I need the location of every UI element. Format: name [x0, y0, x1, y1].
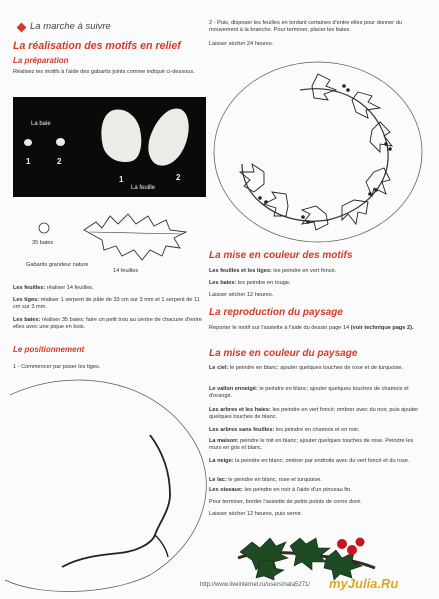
paysage-item-text: peindre le toit en blanc; ajouter quelques touches de rose. Peindre les murs en gris et blanc. — [209, 438, 414, 452]
para-feuilles — [13, 285, 203, 292]
paysage-item-5 — [209, 458, 423, 465]
holly-decoration-image — [230, 522, 380, 580]
para-baies — [13, 317, 203, 331]
motifs-baies — [209, 280, 419, 287]
para-tiges — [13, 297, 203, 311]
leaf-template-icon — [82, 210, 202, 262]
paysage-item-label: La neige: — [209, 458, 234, 464]
paysage-item-text: la peindre en blanc; ombrer par endroits avec du vert foncé et du rose. — [233, 458, 410, 464]
paysage-item-text: le peindre en blanc, rose et turquoise. — [226, 477, 322, 483]
section-bullet — [17, 23, 27, 33]
paysage-item-label: Les oiseaux: — [209, 487, 243, 493]
step2-text: 2 - Puis, disposer les feuilles en tordant certaines d'entre elles pour donner du mouvement à la branche. Pour terminer, placer les baies. — [209, 20, 402, 34]
para-baies-text: réaliser 35 baies; faire un petit trou au centre de chacune d'entre elles avec une pique en bois. — [13, 317, 202, 331]
heading-relief: La réalisation des motifs en relief — [13, 40, 181, 52]
paysage-item-3 — [209, 427, 423, 434]
paysage-item-4 — [209, 438, 423, 452]
motifs-feuilles — [209, 268, 419, 275]
finish-text-2: Laisser sécher 12 heures, puis vernir. — [209, 511, 302, 517]
paysage-item-0 — [209, 365, 423, 372]
paysage-item-label: La maison: — [209, 438, 239, 444]
heading-mise-motifs: La mise en couleur des motifs — [209, 250, 353, 261]
paysage-item-1 — [209, 386, 423, 400]
photo-label-feuille: La feuille — [131, 185, 156, 191]
heading-mise-paysage: La mise en couleur du paysage — [209, 348, 358, 359]
heading-preparation: La préparation — [13, 56, 69, 65]
repro-text-b: (voir technique page 2). — [350, 325, 414, 331]
berry-1 — [24, 139, 32, 146]
paysage-item-text: les peindre en vert foncé; ombrer avec du noir, puis ajouter quelques touches de blanc. — [209, 407, 419, 421]
photo-num-1: 1 — [26, 157, 31, 166]
motifs-baies-text: les peindre en rouge. — [236, 280, 291, 286]
paysage-item-label: Les arbres sans feuilles: — [209, 427, 275, 433]
paysage-item-label: Le ciel: — [209, 365, 229, 371]
paysage-item-label: Le lac: — [209, 477, 227, 483]
para-baies-label: Les baies: — [13, 317, 41, 323]
berry-template-icon — [38, 222, 50, 234]
motifs-baies-label: Les baies: — [209, 280, 237, 286]
paysage-item-text: les peindre en chamois et en noir. — [274, 427, 360, 433]
motifs-feuilles-text: les peindre en vert foncé. — [271, 268, 337, 274]
paysage-item-7 — [209, 487, 423, 494]
paysage-item-text: le peindre en blanc; ajouter quelques touches de chamois et d'orangé. — [209, 386, 409, 400]
repro-text — [209, 325, 419, 332]
photo-modeling — [13, 97, 206, 197]
baies-count: 35 baies — [32, 240, 54, 246]
feuilles-count: 14 feuilles — [113, 268, 139, 274]
step2-dry: Laisser sécher 24 heures. — [209, 41, 274, 47]
photo-num-2: 2 — [57, 157, 62, 166]
paysage-item-label: Le vallon enneigé: — [209, 386, 258, 392]
paysage-item-6 — [209, 477, 423, 484]
finish-text: Pour terminer, border l'assiette de petits points de corne doré. — [209, 499, 362, 505]
footer-url: http://www.liveinternet.ru/users/nata5271/ — [200, 582, 311, 588]
heading-reproduction: La reproduction du paysage — [209, 307, 343, 318]
heading-positionnement: Le positionnement — [13, 345, 85, 354]
leaf-clay-1 — [95, 105, 147, 167]
gabarits-label: Gabarits grandeur nature — [26, 262, 89, 268]
photo-num-2b: 2 — [176, 173, 181, 182]
repro-text-a: Reporter le motif sur l'assiette à l'aide du dessin page 14 — [209, 325, 351, 331]
footer-brand: myJulia.Ru — [329, 576, 399, 591]
photo-num-1b: 1 — [119, 175, 124, 184]
para-feuilles-text: réaliser 14 feuilles. — [45, 285, 94, 291]
para-tiges-text: réaliser 1 serpent de pâte de 33 cm sur 3 mm et 1 serpent de 11 cm sur 3 mm. — [13, 297, 200, 311]
section-header: La marche à suivre — [30, 21, 111, 32]
plate-wreath — [208, 52, 428, 242]
plate-step1 — [0, 375, 215, 595]
step1-text: 1 - Commencer par poser les tiges. — [13, 364, 101, 370]
paysage-item-text: les peindre en noir à l'aide d'un pinceau fin. — [242, 487, 352, 493]
motifs-feuilles-label: Les feuilles et les tiges: — [209, 268, 272, 274]
para-feuilles-label: Les feuilles: — [13, 285, 46, 291]
motifs-secher: Laisser sécher 12 heures. — [209, 292, 274, 298]
berry-2 — [56, 138, 65, 146]
leaf-clay-2 — [143, 103, 196, 171]
prep-text: Réalisez les motifs à l'aide des gabarits joints comme indiqué ci-dessous. — [13, 69, 195, 75]
para-tiges-label: Les tiges: — [13, 297, 40, 303]
photo-label-baie: La baie — [31, 121, 51, 127]
paysage-item-label: Les arbres et les haies: — [209, 407, 271, 413]
paysage-item-text: le peindre en blanc; ajouter quelques touches de rose et de turquoise. — [228, 365, 404, 371]
paysage-item-2 — [209, 407, 423, 421]
